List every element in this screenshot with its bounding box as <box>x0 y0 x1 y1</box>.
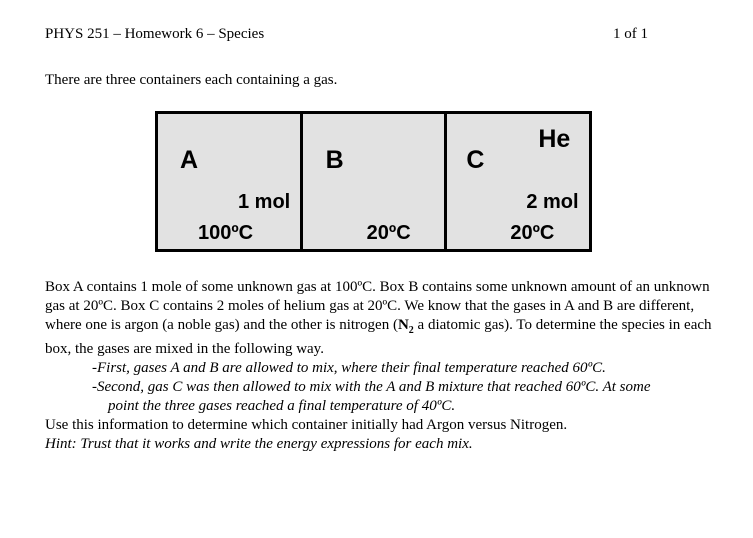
container-c-temp: 20ºC <box>510 222 555 244</box>
instruction: Use this information to determine which container initially had Argon versus Nitrogen. <box>45 417 568 433</box>
container-b-label: B <box>325 146 344 174</box>
page-number: 1 of 1 <box>613 26 648 42</box>
container-c-species: He <box>538 125 571 153</box>
container-a <box>158 114 300 249</box>
step-one: -First, gases A and B are allowed to mix, where their final temperature reached 60ºC. <box>92 360 606 376</box>
container-a-amount: 1 mol <box>238 191 291 213</box>
problem-paragraph <box>45 278 725 359</box>
problem-text <box>45 278 725 454</box>
container-c-amount: 2 mol <box>526 191 579 213</box>
problem-paragraph-part1: Box A contains 1 mole of some unknown gas at 100ºC. Box B contains some unknown amount of an unknown gas at 20ºC. Box C contains 2 moles of helium gas at 20ºC. We know that the gases in A and B are different, where one is argon (a noble gas) and the other is nitrogen ( <box>45 279 710 333</box>
step-two: -Second, gas C was then allowed to mix with the A and B mixture that reached 60ºC. At some <box>92 379 651 395</box>
step-two-continued: point the three gases reached a final temperature of 40ºC. <box>108 398 456 414</box>
container-c-label: C <box>466 146 485 174</box>
header-title: PHYS 251 – Homework 6 – Species <box>45 26 265 42</box>
containers-diagram <box>155 111 592 252</box>
nitrogen-formula <box>397 317 414 336</box>
container-b-temp: 20ºC <box>366 222 411 244</box>
container-b <box>300 114 445 249</box>
hint: Hint: Trust that it works and write the energy expressions for each mix. <box>45 436 473 452</box>
problem-paragraph-part2: a diatomic gas). To determine the species in each box, the gases are mixed in the following way. <box>45 317 712 357</box>
container-a-temp: 100ºC <box>198 222 254 244</box>
intro-text: There are three containers each containing a gas. <box>45 72 338 88</box>
nitrogen-subscript: 2 <box>408 325 414 336</box>
container-a-label: A <box>180 146 199 174</box>
nitrogen-symbol: N <box>397 317 409 333</box>
container-c <box>444 114 589 249</box>
